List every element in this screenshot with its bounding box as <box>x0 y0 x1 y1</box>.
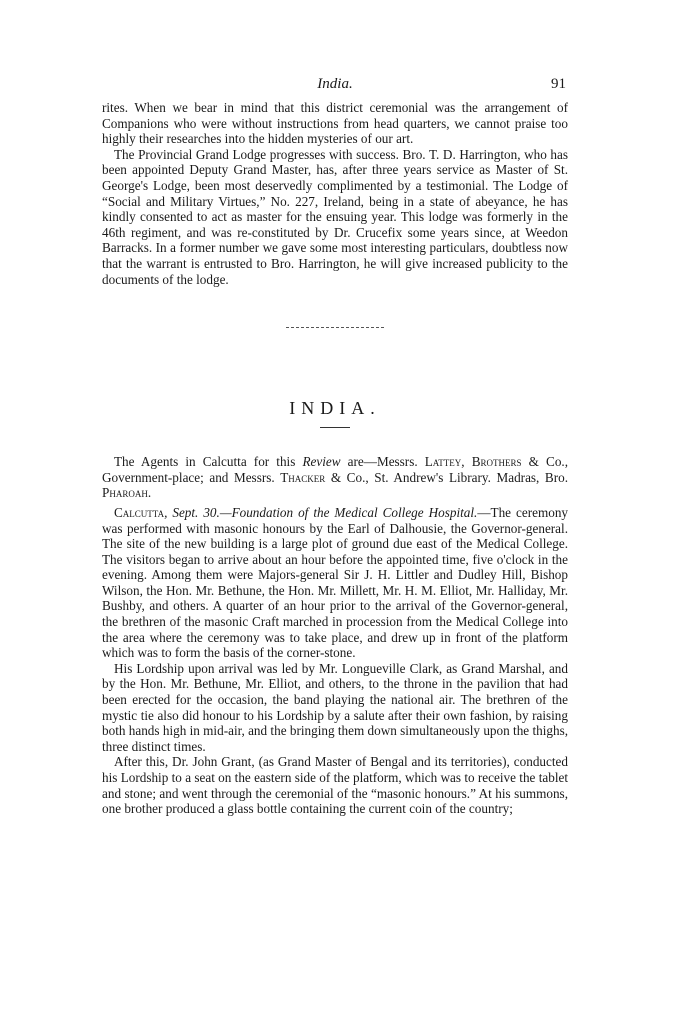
running-title: India. <box>317 76 353 92</box>
paragraph-agents <box>102 454 568 501</box>
paragraph-lordship: His Lordship upon arrival was led by Mr. Longueville Clark, as Grand Marshal, and by the Hon. Mr. Bethune, Mr. Elliot, and others, to the throne in the pavilion that had been erected for the occasion, the band playing the national air. The brethren of the mystic tie also did honour to his Lordship by a salute after their own fashion, by raising both hands high in mid-air, and the bringing them down simultaneously upon the thighs, three distinct times. <box>102 660 568 754</box>
agents-text-2: are—Messrs. <box>340 454 425 470</box>
running-head <box>102 76 568 100</box>
page-number: 91 <box>551 76 566 92</box>
calcutta-date: , Sept. 30.— <box>164 504 232 520</box>
agents-text-1: The Agents in Calcutta for this <box>114 454 303 470</box>
section-divider <box>286 327 384 328</box>
paragraph-rites: rites. When we bear in mind that this district ceremonial was the arrangement of Companions who were without instructions from head quarters, we cannot praise too highly their researches into the hidden mysteries of our art. <box>102 100 568 147</box>
agents-text-4: & Co., St. Andrew's Library. Madras, Bro. <box>325 469 568 485</box>
agents-review: Review <box>302 454 341 470</box>
section-title: INDIA. <box>289 398 381 419</box>
agents-pharoah: Pharoah <box>102 485 148 501</box>
agents-text-3: & Co., Government-place; and Messrs. <box>102 454 569 485</box>
agents-thacker: Thacker <box>280 469 326 485</box>
page <box>102 76 568 817</box>
paragraph-provincial-grand-lodge: The Provincial Grand Lodge progresses with success. Bro. T. D. Harrington, who has been appointed Deputy Grand Master, has, after three years service as Master of St. George's Lodge, been most deservedly complimented by a testimonial. The Lodge of “Social and Military Virtues,” No. 227, Ireland, being in a state of abeyance, he has kindly consented to act as master for the ensuing year. This lodge was formerly in the 46th regiment, and was re-constituted by Dr. Crucefix some years since, at Weedon Barracks. In a former number we gave some most interesting particulars, doubtless now that the warrant is entrusted to Bro. Harrington, he will give increased publicity to the documents of the lodge. <box>102 146 568 287</box>
paragraph-calcutta <box>102 505 568 661</box>
calcutta-body: —The ceremony was performed with masonic honours by the Earl of Dalhousie, the Governor-general. The site of the new building is a large plot of ground due east of the Medical College. The visitors began to arrive about an hour before the appointed time, five o'clock in the evening. Among them were Majors-general Sir J. H. Littler and Dudley Hill, Bishop Wilson, the Hon. Mr. Bethune, the Hon. Mr. Millett, Mr. H. M. Elliot, Mr. Halliday, Mr. Bushby, and others. A quarter of an hour prior to the arrival of the Governor-general, the brethren of the masonic Craft marched in procession from the Medical College into the area where the ceremony was to take place, and drew up in front of the platform which was to form the basis of the corner-stone. <box>102 504 569 661</box>
agents-lattey: Lattey, Brothers <box>424 454 522 470</box>
calcutta-heading: Foundation of the Medical College Hospital. <box>231 504 478 520</box>
paragraph-grant: After this, Dr. John Grant, (as Grand Master of Bengal and its territories), conducted his Lordship to a seat on the eastern side of the platform, which was to receive the tablet and stone; and went through the ceremonial of the “masonic honours.” At his summons, one brother produced a glass bottle containing the current coin of the country; <box>102 754 568 817</box>
agents-text-5: . <box>147 485 152 501</box>
title-rule <box>320 427 350 428</box>
calcutta-place: Calcutta <box>114 504 165 520</box>
